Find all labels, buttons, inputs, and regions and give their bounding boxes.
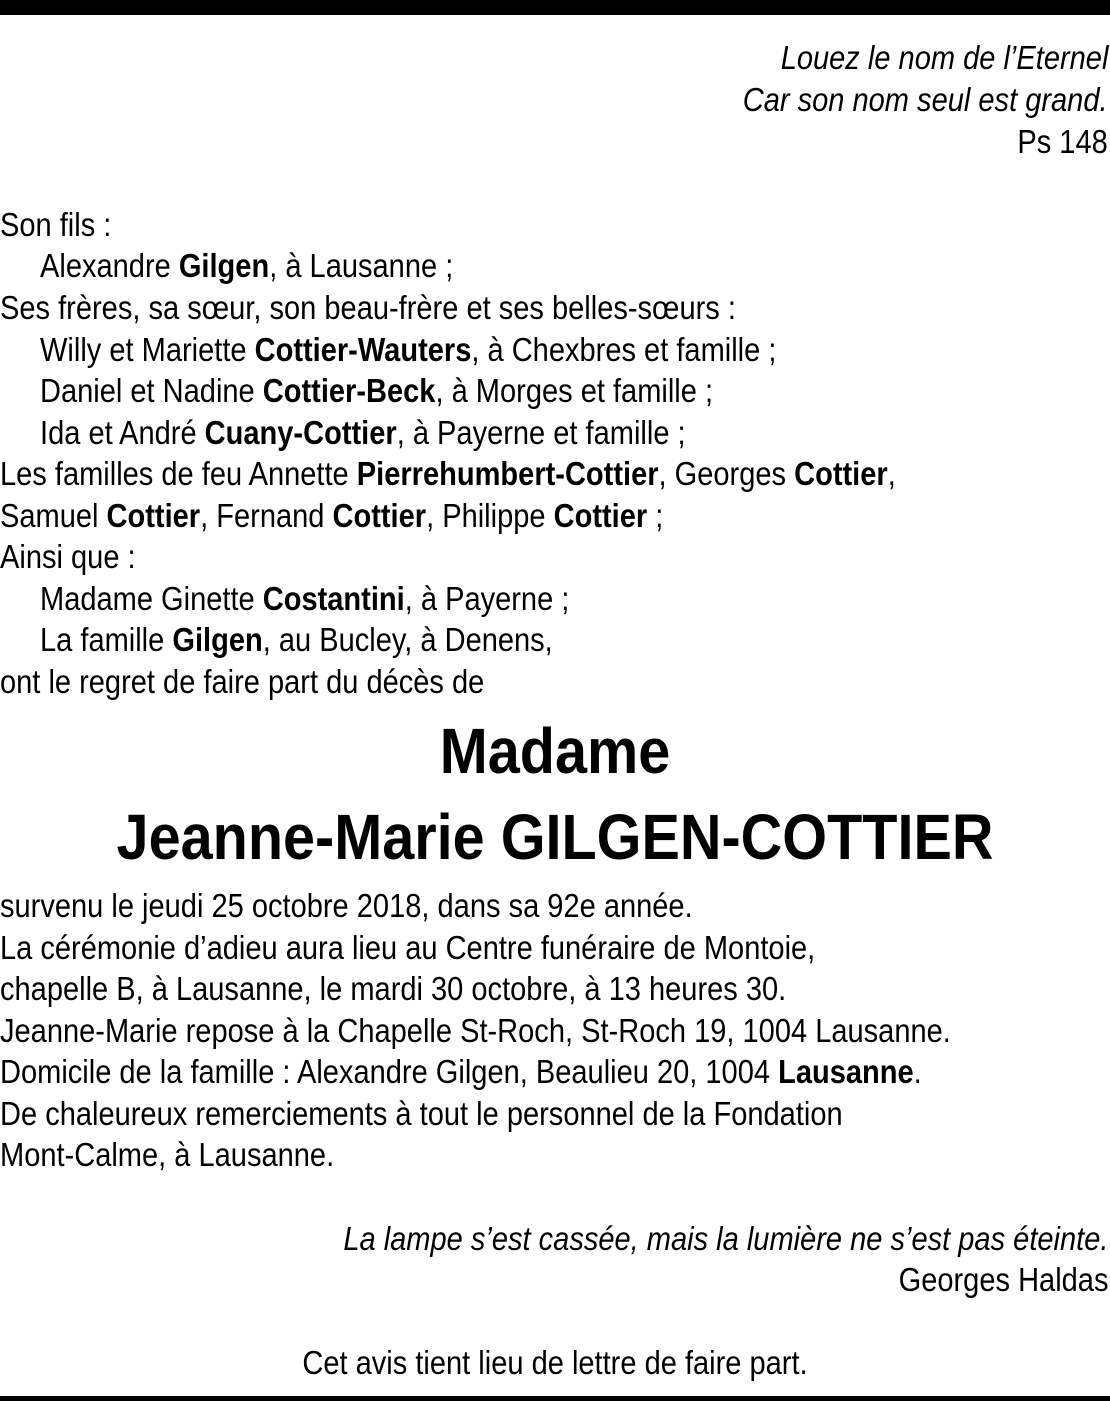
families-line-1: Les familles de feu Annette Pierrehumbert-Cottier, Georges Cottier, [0, 455, 896, 492]
details-line-4: Jeanne-Marie repose à la Chapelle St-Roch, St-Roch 19, 1004 Lausanne. [0, 1012, 951, 1049]
top-rule [0, 0, 1110, 15]
also-line-1: Madame Ginette Costantini, à Payerne ; [40, 580, 570, 617]
epigraph-reference: Ps 148 [1017, 123, 1108, 160]
also-line-2: La famille Gilgen, au Bucley, à Denens, [40, 621, 553, 658]
details-line-7: Mont-Calme, à Lausanne. [0, 1136, 335, 1173]
bottom-rule [0, 1396, 1110, 1401]
details-line-2: La cérémonie d’adieu aura lieu au Centre funéraire de Montoie, [0, 929, 816, 966]
sibling-line-1: Willy et Mariette Cottier-Wauters, à Chexbres et famille ; [40, 331, 777, 368]
son-heading: Son fils : [0, 206, 112, 243]
epigraph-line-1: Louez le nom de l’Eternel [780, 39, 1108, 76]
details-line-1: survenu le jeudi 25 octobre 2018, dans sa 92e année. [0, 887, 693, 924]
footer-note: Cet avis tient lieu de lettre de faire part. [302, 1344, 808, 1381]
also-heading: Ainsi que : [0, 538, 136, 575]
details-line-5: Domicile de la famille : Alexandre Gilgen, Beaulieu 20, 1004 Lausanne. [0, 1053, 922, 1090]
details-line-3: chapelle B, à Lausanne, le mardi 30 octobre, à 13 heures 30. [0, 970, 787, 1007]
quote-author: Georges Haldas [898, 1261, 1108, 1298]
families-line-2: Samuel Cottier, Fernand Cottier, Philippe Cottier ; [0, 497, 664, 534]
deceased-name: Jeanne-Marie GILGEN-COTTIER [116, 801, 994, 873]
siblings-heading: Ses frères, sa sœur, son beau-frère et ses belles-sœurs : [0, 289, 736, 326]
deceased-title: Madame [439, 715, 671, 787]
sibling-line-2: Daniel et Nadine Cottier-Beck, à Morges et famille ; [40, 372, 714, 409]
son-line: Alexandre Gilgen, à Lausanne ; [40, 247, 454, 284]
closing-quote: La lampe s’est cassée, mais la lumière ne s’est pas éteinte. [342, 1220, 1108, 1257]
epigraph-line-2: Car son nom seul est grand. [743, 81, 1108, 118]
sibling-line-3: Ida et André Cuany-Cottier, à Payerne et famille ; [40, 414, 686, 451]
details-line-6: De chaleureux remerciements à tout le personnel de la Fondation [0, 1095, 843, 1132]
announcement-line: ont le regret de faire part du décès de [0, 663, 485, 700]
